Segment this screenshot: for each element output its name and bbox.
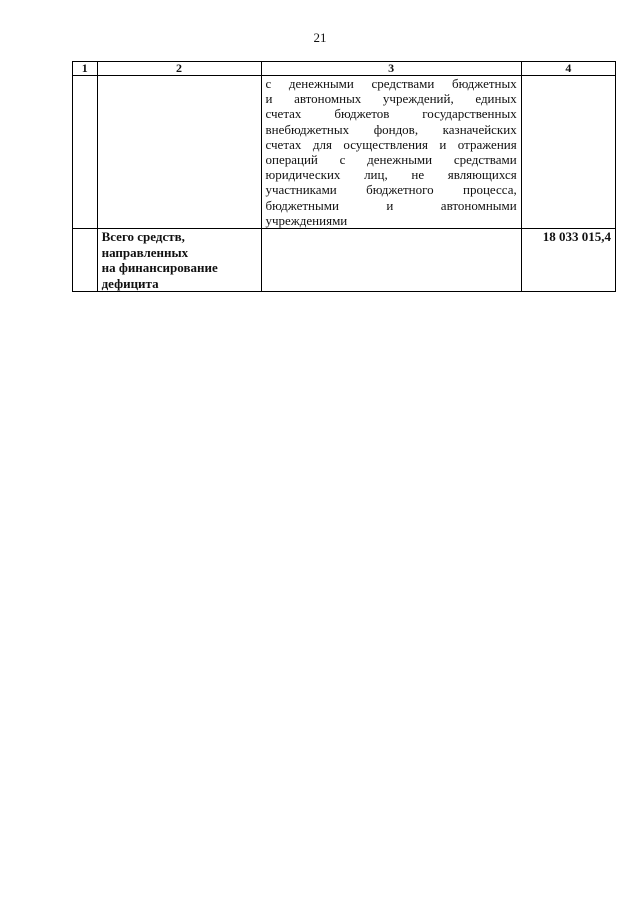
table-row [73, 76, 616, 229]
total-label-line: на финансирование [101, 260, 218, 276]
page-number: 21 [313, 30, 327, 45]
header-col-1: 1 [73, 62, 98, 76]
cell-col-4 [521, 76, 615, 229]
cell-col-3 [261, 229, 521, 292]
total-label-line: направленных [101, 244, 189, 260]
description-line: операций с денежными средствами [265, 152, 517, 168]
budget-table [72, 61, 616, 292]
cell-col-2 [97, 76, 261, 229]
header-col-4: 4 [521, 62, 615, 76]
cell-col-1 [73, 229, 98, 292]
total-label-line: Всего средств, [101, 229, 185, 245]
table-row-total [73, 229, 616, 292]
cell-col-1 [73, 76, 98, 229]
description-line: внебюджетных фондов, казначейских [265, 121, 517, 137]
description-line: участниками бюджетного процесса, [265, 182, 517, 198]
description-line: счетах для осуществления и отражения [265, 136, 517, 152]
total-label [97, 229, 261, 292]
description-line: бюджетными и автономными [265, 197, 517, 213]
header-col-3: 3 [261, 62, 521, 76]
total-label-line: дефицита [101, 275, 159, 291]
total-amount: 18 033 015,4 [521, 229, 615, 292]
cell-description [261, 76, 521, 229]
description-line: учреждениями [265, 212, 348, 228]
description-line: юридических лиц, не являющихся [265, 167, 517, 183]
description-line: с денежными средствами бюджетных [265, 76, 517, 91]
table-header-row [73, 62, 616, 76]
description-line: счетах бюджетов государственных [265, 106, 517, 122]
description-line: и автономных учреждений, единых [265, 91, 517, 107]
header-col-2: 2 [97, 62, 261, 76]
